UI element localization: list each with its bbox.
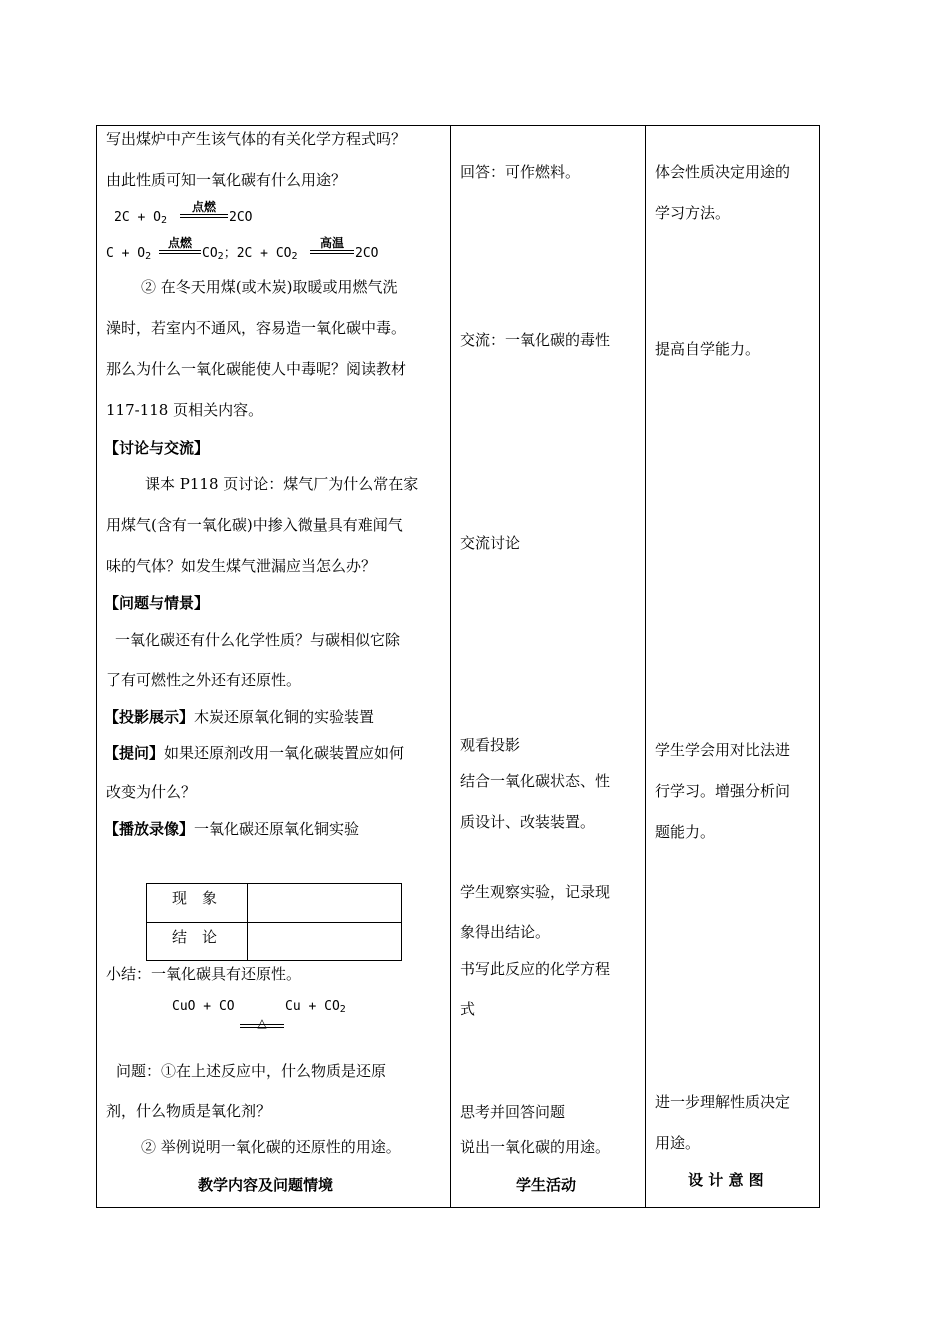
section-heading: 【问题与情景】 xyxy=(104,594,210,612)
equation-3: CuO + CO xyxy=(172,999,235,1014)
activity-line: 学生观察实验，记录现 xyxy=(460,883,611,901)
column-footer: 学生活动 xyxy=(516,1176,577,1194)
summary-line: 小结：一氧化碳具有还原性。 xyxy=(106,965,302,983)
design-line: 学习方法。 xyxy=(655,204,731,222)
activity-line: 说出一氧化碳的用途。 xyxy=(460,1138,611,1156)
design-line: 进一步理解性质决定 xyxy=(655,1093,791,1111)
content-line: 味的气体？如发生煤气泄漏应当怎么办？ xyxy=(106,557,377,575)
content-line: 问题：①在上述反应中，什么物质是还原 xyxy=(116,1062,387,1080)
content-line: 117-118 页相关内容。 xyxy=(106,401,264,419)
design-line: 用途。 xyxy=(655,1134,701,1152)
equation-2-middle: CO2；2C + CO2 xyxy=(202,246,298,262)
activity-line: 思考并回答问题 xyxy=(460,1103,566,1121)
content-line: ② 在冬天用煤(或木炭)取暖或用燃气洗 xyxy=(141,278,398,296)
activity-line: 结合一氧化碳状态、性 xyxy=(460,772,611,790)
section-heading: 【讨论与交流】 xyxy=(104,439,210,457)
design-line: 提高自学能力。 xyxy=(655,340,761,358)
content-line: 课本 P118 页讨论：煤气厂为什么常在家 xyxy=(145,475,419,493)
design-line: 行学习。增强分析问 xyxy=(655,782,791,800)
equation-1: 2C + O2 xyxy=(114,210,167,226)
observation-label: 现 象 xyxy=(172,889,218,907)
equation-1-product: 2CO xyxy=(229,210,253,225)
content-line: 了有可燃性之外还有还原性。 xyxy=(106,671,302,689)
reaction-condition: 点燃 xyxy=(159,236,201,254)
equation-2-product: 2CO xyxy=(355,246,379,261)
activity-line: 交流讨论 xyxy=(460,534,521,552)
activity-line: 质设计、改装装置。 xyxy=(460,813,596,831)
content-line: 那么为什么一氧化碳能使人中毒呢？阅读教材 xyxy=(106,360,407,378)
column-divider xyxy=(645,125,646,1208)
equation-3-product: Cu + CO2 xyxy=(285,999,346,1015)
activity-line: 回答：可作燃料。 xyxy=(460,163,581,181)
content-line: 剂，什么物质是氧化剂？ xyxy=(106,1102,272,1120)
content-line: 写出煤炉中产生该气体的有关化学方程式吗？ xyxy=(106,130,407,148)
activity-line: 式 xyxy=(460,1000,476,1018)
content-line: ② 举例说明一氧化碳的还原性的用途。 xyxy=(141,1138,401,1156)
content-line: 澡时，若室内不通风，容易造一氧化碳中毒。 xyxy=(106,319,407,337)
design-line: 体会性质决定用途的 xyxy=(655,163,791,181)
design-line: 学生学会用对比法进 xyxy=(655,741,791,759)
content-line: 由此性质可知一氧化碳有什么用途？ xyxy=(106,171,347,189)
question-line: 【提问】如果还原剂改用一氧化碳装置应如何 xyxy=(104,744,405,762)
reaction-condition: 高温 xyxy=(310,236,354,254)
column-footer: 教学内容及问题情境 xyxy=(198,1176,334,1194)
reaction-condition: △ xyxy=(240,1024,284,1030)
projection-line: 【投影展示】木炭还原氧化铜的实验装置 xyxy=(104,708,375,726)
activity-line: 观看投影 xyxy=(460,736,521,754)
content-line: 一氧化碳还有什么化学性质？与碳相似它除 xyxy=(115,631,401,649)
activity-line: 书写此反应的化学方程 xyxy=(460,960,611,978)
column-footer: 设 计 意 图 xyxy=(688,1171,764,1189)
equation-2: C + O2 xyxy=(106,246,152,262)
video-line: 【播放录像】一氧化碳还原氧化铜实验 xyxy=(104,820,360,838)
column-divider xyxy=(450,125,451,1208)
reaction-condition: 点燃 xyxy=(180,200,228,218)
design-line: 题能力。 xyxy=(655,823,716,841)
conclusion-label: 结 论 xyxy=(172,928,218,946)
activity-line: 交流：一氧化碳的毒性 xyxy=(460,331,611,349)
content-line: 改变为什么？ xyxy=(106,783,197,801)
content-line: 用煤气(含有一氧化碳)中掺入微量具有难闻气 xyxy=(106,516,403,534)
activity-line: 象得出结论。 xyxy=(460,923,551,941)
